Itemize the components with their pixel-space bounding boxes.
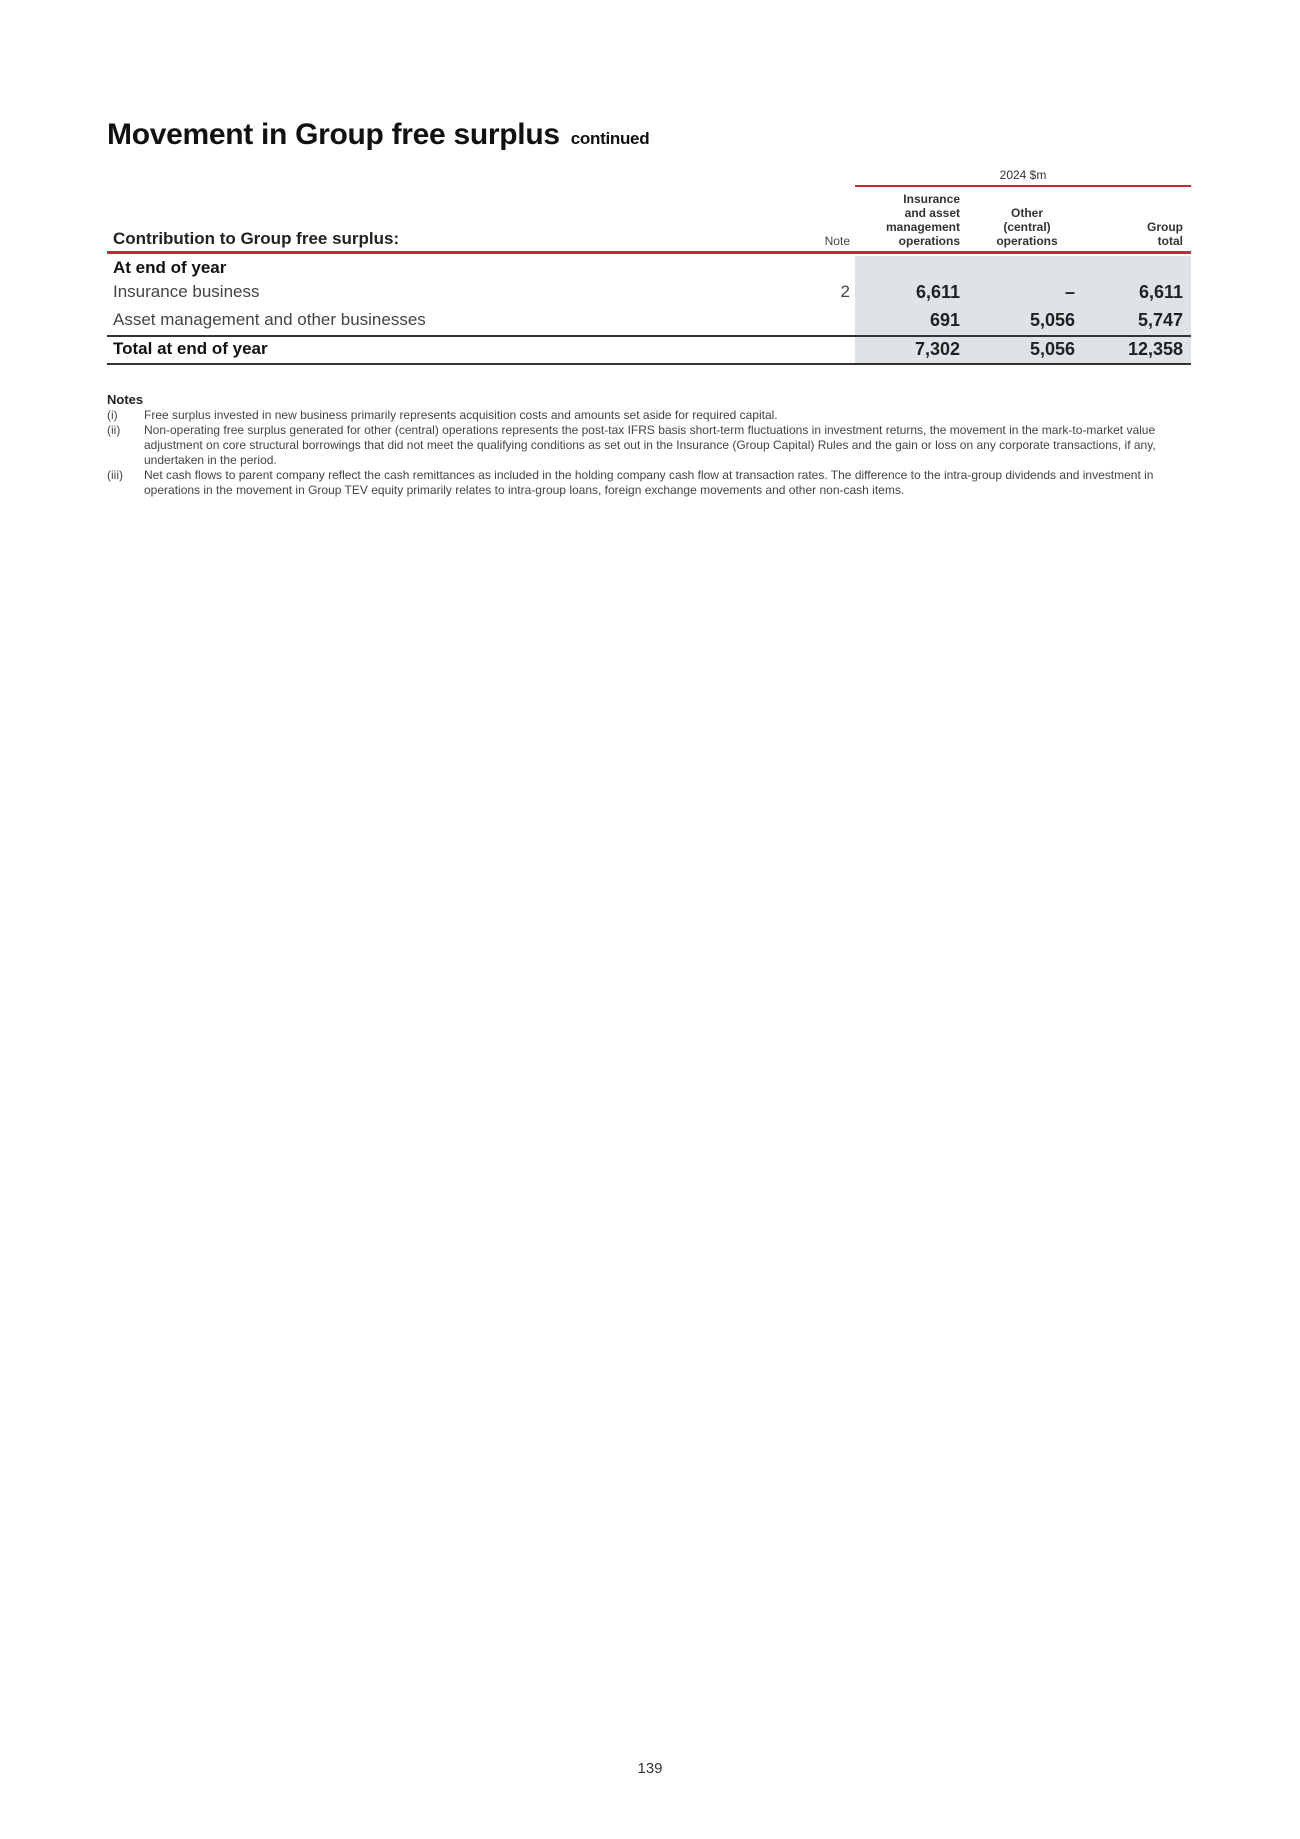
note-column-header: Note	[824, 234, 850, 248]
note-text: Net cash flows to parent company reflect the cash remittances as included in the holding company cash flow at transaction rates. The difference to the intra-group dividends and investment in operations in the movement in Group TEV equity primarily relates to intra-group loans, foreign exchange movements and other non-cash items.	[144, 468, 1154, 497]
note-item	[107, 468, 1195, 498]
row-label-total-at-end-of-year: Total at end of year	[113, 339, 268, 358]
cell-insurance-ops: 691	[929, 310, 960, 330]
cell-group-total: 6,611	[1138, 282, 1183, 302]
cell-other-central-ops: 5,056	[1029, 310, 1075, 330]
notes-section	[107, 392, 1195, 498]
column-header-line: (central)	[1003, 220, 1051, 234]
header-rule	[107, 251, 1191, 254]
note-text: Non-operating free surplus generated for other (central) operations represents the post-tax IFRS basis short-term fluctuations in investment returns, the movement in the mark-to-market value adjustment on core structural borrowings that did not meet the qualifying conditions as set out in the Insurance (Group Capital) Rules and the gain or loss on any corporate transactions, if any, undertaken in the period.	[144, 423, 1156, 467]
column-header-other-central	[977, 206, 1077, 248]
note-item	[107, 408, 1195, 423]
period-header-rule	[855, 185, 1191, 187]
row-label-insurance-business: Insurance business	[113, 282, 260, 301]
period-header: 2024 $m	[999, 168, 1047, 182]
cell-insurance-ops: 7,302	[914, 339, 960, 359]
note-number: (iii)	[107, 468, 123, 482]
column-header-insurance	[855, 192, 960, 248]
notes-title: Notes	[107, 392, 144, 407]
note-text: Free surplus invested in new business primarily represents acquisition costs and amounts set aside for required capital.	[144, 408, 778, 422]
section-label: Contribution to Group free surplus:	[113, 229, 400, 248]
page-title-suffix: continued	[570, 129, 650, 148]
column-header-line: Group	[1147, 220, 1183, 234]
page-title-main: Movement in Group free surplus	[107, 118, 560, 151]
note-item	[107, 423, 1195, 468]
total-row-top-rule	[107, 335, 1191, 337]
cell-insurance-ops: 6,611	[915, 282, 960, 302]
note-number: (ii)	[107, 423, 121, 437]
column-header-line: management	[885, 220, 960, 234]
column-header-group-total	[1097, 220, 1183, 248]
cell-other-central-ops: 5,056	[1029, 339, 1075, 359]
column-header-line: operations	[996, 234, 1058, 248]
row-label-at-end-of-year: At end of year	[113, 258, 227, 277]
column-header-line: operations	[898, 234, 960, 248]
column-header-line: and asset	[904, 206, 960, 220]
row-note: 2	[840, 282, 850, 301]
row-label-asset-management: Asset management and other businesses	[113, 310, 426, 329]
note-number: (i)	[107, 408, 118, 422]
free-surplus-table	[107, 160, 1191, 365]
cell-group-total: 5,747	[1137, 310, 1183, 330]
cell-group-total: 12,358	[1127, 339, 1183, 359]
cell-other-central-ops: –	[1064, 282, 1075, 302]
column-header-line: Other	[1010, 206, 1043, 220]
column-header-line: total	[1157, 234, 1183, 248]
page-number: 139	[637, 1760, 663, 1777]
page-title	[107, 118, 649, 152]
column-header-line: Insurance	[903, 192, 960, 206]
table-bottom-rule	[107, 363, 1191, 365]
